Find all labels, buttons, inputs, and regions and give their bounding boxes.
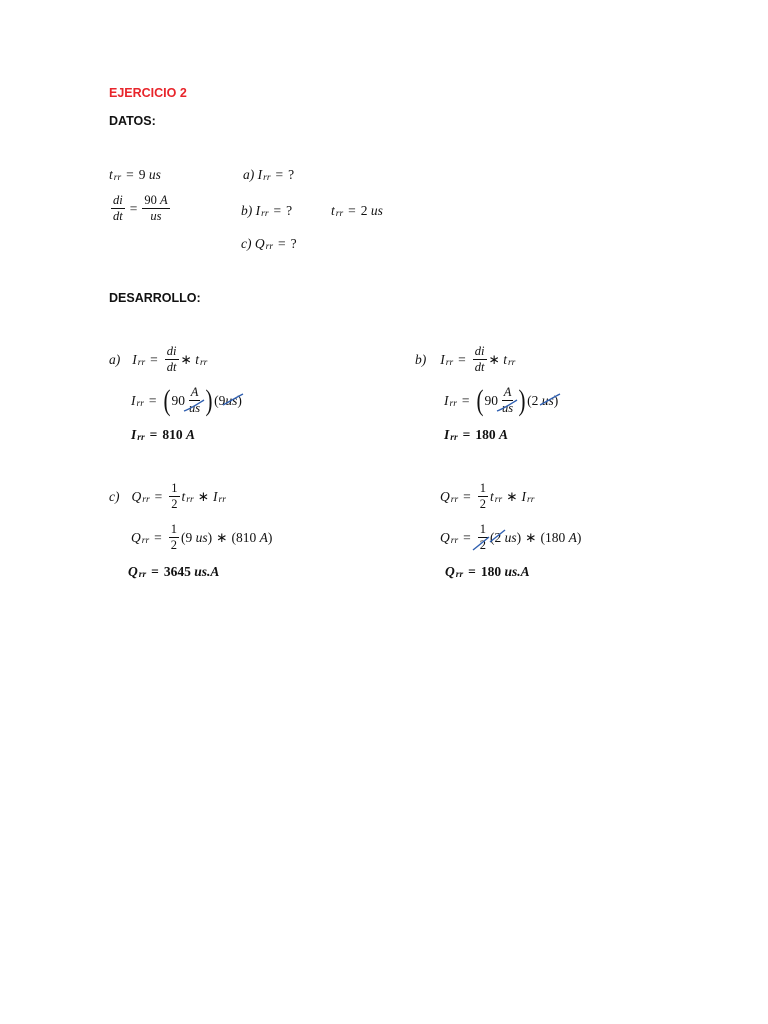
question-c: c) Q rr = ? [241,236,297,252]
part-c2-substitution: Q rr = $\frac{1}{2}$ ( 2 us ) ∗ ( 180 A ) [440,522,582,553]
part-c-substitution: Q rr = $\frac{1}{2}$ ( 9 us ) ∗ ( 810 A ) [131,522,273,553]
part-b-formula: b) I rr = $\frac{di}{dt}$ ∗ t rr [415,344,516,375]
part-b-result: I rr = 180 A [444,427,509,443]
part-a-substitution: I rr = ( 90 $\frac{A}{us}$ ) ( 9 us ) [131,384,242,418]
cancel-mark-icon: us [187,401,202,415]
part-c2-result: Q rr = 180 us.A [445,564,530,580]
cancel-mark-icon: us [542,394,554,408]
part-a-formula: a) I rr = $\frac{di}{dt}$ ∗ t rr [109,344,208,375]
part-c-formula: c) Q rr = $\frac{1}{2}$ t rr ∗ I rr [109,481,226,512]
question-a: a) I rr = ? [243,167,295,183]
part-b-substitution: I rr = ( 90 $\frac{A}{us}$ ) ( 2 us ) [444,384,559,418]
given-trr-b: t rr = 2 us [331,203,383,219]
cancel-mark-icon: us [225,394,237,408]
given-didt: $\frac{di}{dt}$ = $\frac{90 A}{us}$ [113,193,168,224]
cancel-mark-icon: us [500,401,515,415]
part-c2-formula: Q rr = $\frac{1}{2}$ t rr ∗ I rr [440,481,535,512]
datos-heading: DATOS: [109,114,156,128]
exercise-title: EJERCICIO 2 [109,86,187,100]
desarrollo-heading: DESARROLLO: [109,291,201,305]
cancel-mark-icon: 2 [495,531,502,545]
part-a-result: I rr = 810 A [131,427,196,443]
question-b: b) I rr = ? [241,203,293,219]
given-trr: t rr = 9 us [109,167,161,183]
part-c-result: Q rr = 3645 us.A [128,564,220,580]
cancel-mark-icon: 2 [478,538,488,552]
